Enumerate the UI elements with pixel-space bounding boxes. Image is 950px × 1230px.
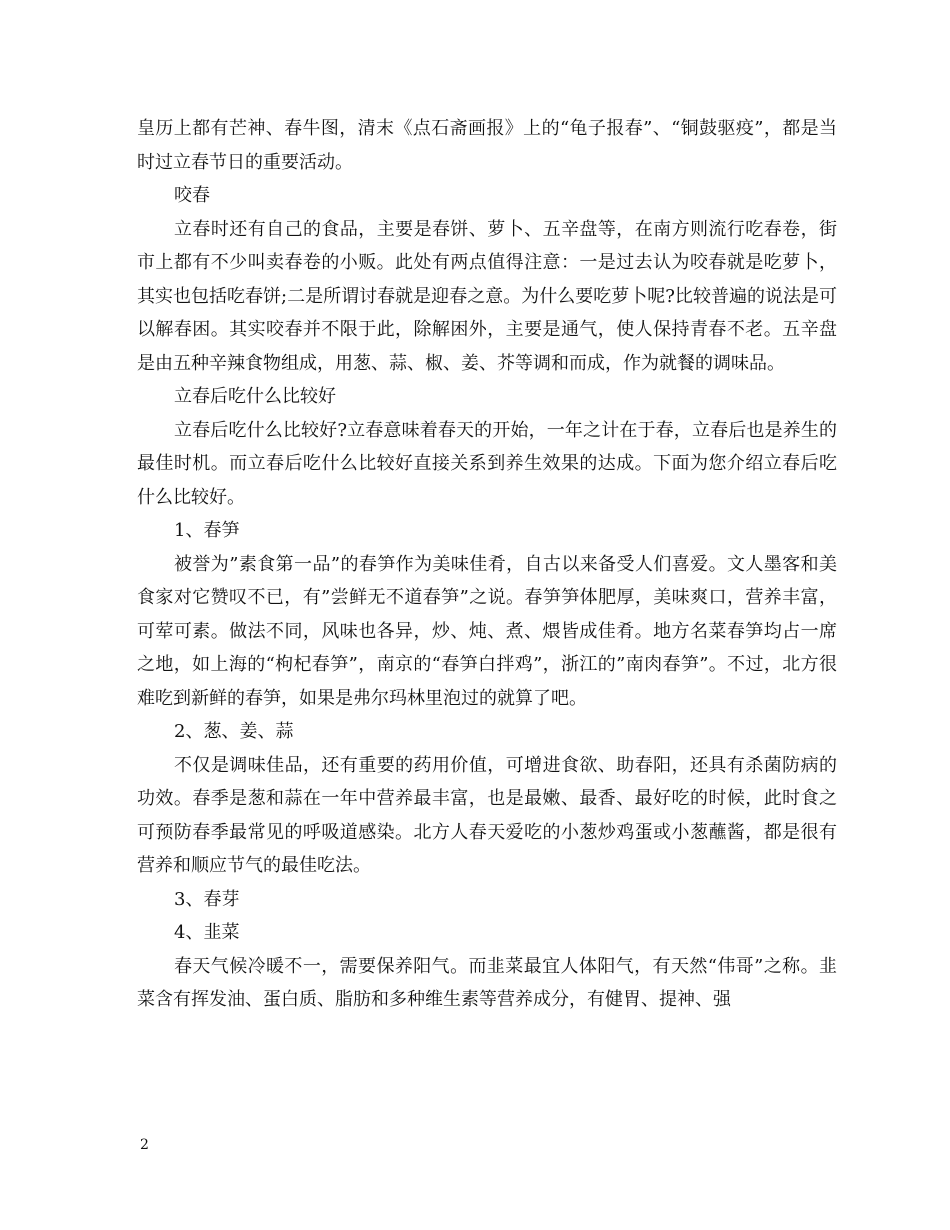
paragraph: 皇历上都有芒神、春牛图，清末《点石斋画报》上的“龟子报春”、“铜鼓驱疫”，都是当时过立春节日的重要活动。	[137, 118, 837, 173]
section-heading: 立春后吃什么比较好	[174, 386, 336, 407]
paragraph: 春天气候冷暖不一，需要保养阳气。而韭菜最宜人体阳气，有天然“伟哥”之称。韭菜含有挥发油、蛋白质、脂肪和多种维生素等营养成分，有健胃、提神、强	[137, 955, 837, 1010]
paragraph: 立春时还有自己的食品，主要是春饼、萝卜、五辛盘等，在南方则流行吃春卷，街市上都有不少叫卖春卷的小贩。此处有两点值得注意：一是过去认为咬春就是吃萝卜，其实也包括吃春饼;二是所谓讨春就是迎春之意。为什么要吃萝卜呢?比较普遍的说法是可以解春困。其实咬春并不限于此，除解困外，主要是通气，使人保持青春不老。五辛盘是由五种辛辣食物组成，用葱、蒜、椒、姜、芥等调和而成，作为就餐的调味品。	[137, 218, 837, 374]
section-heading: 咬春	[174, 185, 210, 206]
list-item-heading: 1、春笋	[174, 520, 240, 541]
paragraph: 被誉为”素食第一品”的春笋作为美味佳肴，自古以来备受人们喜爱。文人墨客和美食家对它赞叹不已，有”尝鲜无不道春笋”之说。春笋笋体肥厚，美味爽口，营养丰富，可荤可素。做法不同，风味也各异，炒、炖、煮、煨皆成佳肴。地方名菜春笋均占一席之地，如上海的“枸杞春笋”，南京的“春笋白拌鸡”，浙江的”南肉春笋”。不过，北方很难吃到新鲜的春笋，如果是弗尔玛林里泡过的就算了吧。	[137, 553, 837, 709]
page-number: 2	[140, 1137, 149, 1153]
list-item-heading: 3、春芽	[174, 888, 240, 910]
document-body	[137, 112, 837, 1017]
list-item-heading: 4、韭菜	[174, 922, 240, 943]
paragraph: 不仅是调味佳品，还有重要的药用价值，可增进食欲、助春阳，还具有杀菌防病的功效。春季是葱和蒜在一年中营养最丰富，也是最嫩、最香、最好吃的时候，此时食之可预防春季最常见的呼吸道感染。北方人春天爱吃的小葱炒鸡蛋或小葱蘸酱，都是很有营养和顺应节气的最佳吃法。	[137, 754, 837, 876]
list-item-heading: 2、葱、姜、蒜	[174, 721, 294, 742]
paragraph: 立春后吃什么比较好?立春意味着春天的开始，一年之计在于春，立春后也是养生的最佳时机。而立春后吃什么比较好直接关系到养生效果的达成。下面为您介绍立春后吃什么比较好。	[137, 419, 837, 508]
